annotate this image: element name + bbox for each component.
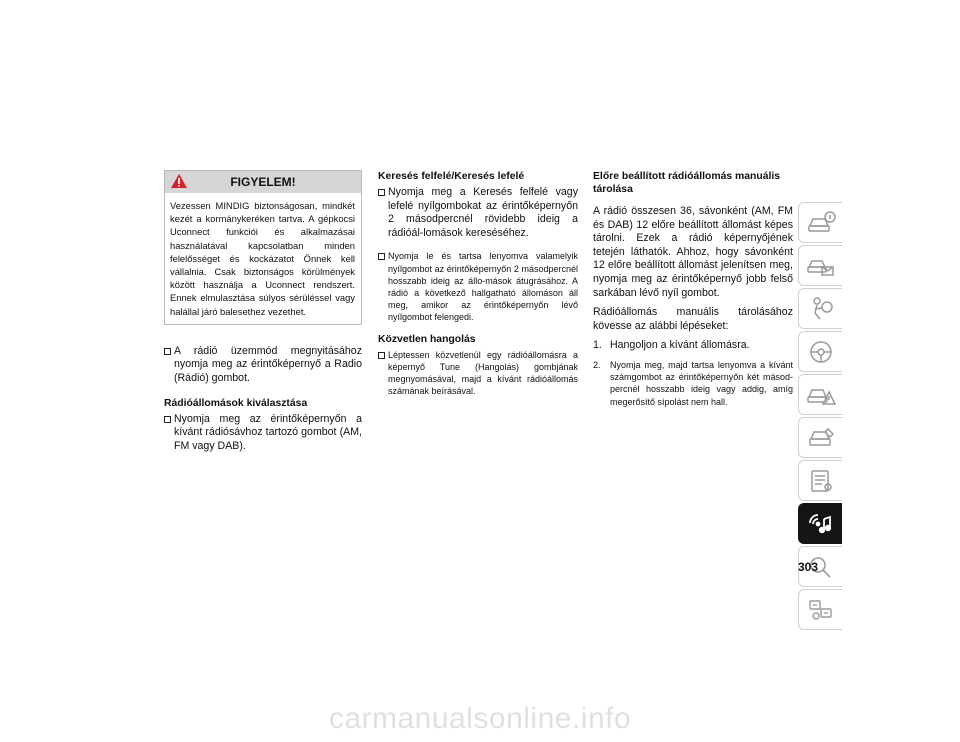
bullet-text: A rádió üzemmód megnyitásához nyomja meg az érintőképernyő a Radio (Rádió) gombot.	[174, 344, 362, 385]
step-text: Nyomja meg, majd tartsa lenyomva a kívánt számgombot az érintőképernyőn két másod-percnél hosszabb ideig vagy addig, amíg megerősítő sípolást nem hall.	[610, 359, 793, 407]
tab-dashboard[interactable]	[798, 245, 842, 286]
step-number: 1.	[593, 339, 602, 352]
tab-languages[interactable]	[798, 589, 842, 630]
car-mail-icon	[806, 253, 836, 279]
warning-box	[164, 170, 362, 325]
checkbox-bullet-icon	[164, 348, 171, 355]
tab-safety[interactable]	[798, 288, 842, 329]
multimedia-icon	[806, 511, 836, 537]
paragraph-steps-intro: Rádióállomás manuális tárolásához kövesse az alábbi lépéseket:	[593, 306, 793, 332]
list-item	[378, 349, 578, 398]
bullet-text: Nyomja meg a Keresés felfelé vagy lefelé nyílgombokat az érintőképernyőn 2 másodpercnél rövidebb ideig a rádióál-lomások kereséséhez.	[388, 186, 578, 239]
numbered-step	[593, 339, 793, 353]
column-2	[378, 170, 578, 402]
tab-technical-data[interactable]	[798, 460, 842, 501]
bullet-text: Léptessen közvetlenül egy rádióállomásra a képernyő Tune (Hangolás) gombjának megnyomásával, majd a kívánt rádióállomás számának beírásával.	[388, 349, 578, 397]
bullet-text: Nyomja le és tartsa lenyomva valamelyik nyílgombot az érintőképernyőn 2 másodpercnél hosszabb ideig az állo-mások átugrásához. A rádió a következő hallgatható állomáson áll meg, amikor az érintőképernyőn lévő nyílgombot felengedi.	[388, 251, 578, 323]
bullet-text: Nyomja meg az érintőképernyőn a kívánt rádiósávhoz tartozó gombot (AM, FM vagy DAB).	[174, 412, 362, 452]
checkbox-bullet-icon	[164, 416, 171, 423]
tab-vehicle-info[interactable]	[798, 202, 842, 243]
warning-title: FIGYELEM!	[230, 175, 296, 189]
list-item	[164, 413, 362, 454]
heading-preset-storage: Előre beállított rádióállomás manuális tárolása	[593, 171, 781, 195]
car-info-icon	[806, 210, 836, 236]
step-text: Hangoljon a kívánt állomásra.	[610, 339, 750, 352]
watermark: carmanualsonline.info	[328, 702, 632, 735]
warning-header	[165, 171, 361, 193]
checkbox-bullet-icon	[378, 352, 385, 359]
warning-triangle-icon	[170, 173, 188, 189]
list-item	[378, 186, 578, 240]
column-3	[593, 170, 793, 408]
warning-text: Vezessen MINDIG biztonságosan, mindkét kezét a kormánykeréken tartva. A gépkocsi Uconnect funkciói és alkalmazásai használatával kapcsolatban minden felelősséget és kockázatot Önnek kell vállalnia. Csak biztonságos körülmények között használja a Uconnect rendszert. Ennek elmulasztása súlyos sérüléssel vagy halállal járó balesethez vezethet.	[170, 200, 355, 317]
checkbox-bullet-icon	[378, 189, 385, 196]
step-number: 2.	[593, 359, 601, 370]
tab-multimedia[interactable]	[798, 503, 842, 544]
tab-service[interactable]	[798, 417, 842, 458]
column-1	[164, 170, 362, 458]
heading-station-selection: Rádióállomások kiválasztása	[164, 397, 308, 409]
car-warning-icon	[806, 382, 836, 408]
heading-seek: Keresés felfelé/Keresés lefelé	[378, 171, 525, 182]
spec-list-icon	[806, 468, 836, 494]
tab-emergency[interactable]	[798, 374, 842, 415]
heading-direct-tuning: Közvetlen hangolás	[378, 333, 476, 345]
paragraph-presets: A rádió összesen 36, sávonként (AM, FM és DAB) 12 előre beállított állomást képes tárolni. Ezek a rádió képernyőjének tetején láthatók. Ahhoz, hogy sávonként 12 előre beállított állomást jelenítsen meg, nyomja meg az érintőképernyő jobb felső sarkában lévő nyíl gombot.	[593, 205, 793, 299]
tab-driving[interactable]	[798, 331, 842, 372]
list-item	[378, 250, 578, 323]
checkbox-bullet-icon	[378, 253, 385, 260]
car-service-icon	[806, 425, 836, 451]
page-number: 303	[798, 560, 819, 574]
numbered-step	[593, 359, 793, 408]
steering-wheel-icon	[806, 339, 836, 365]
airbag-icon	[806, 296, 836, 322]
languages-icon	[806, 597, 836, 623]
list-item	[164, 345, 362, 386]
